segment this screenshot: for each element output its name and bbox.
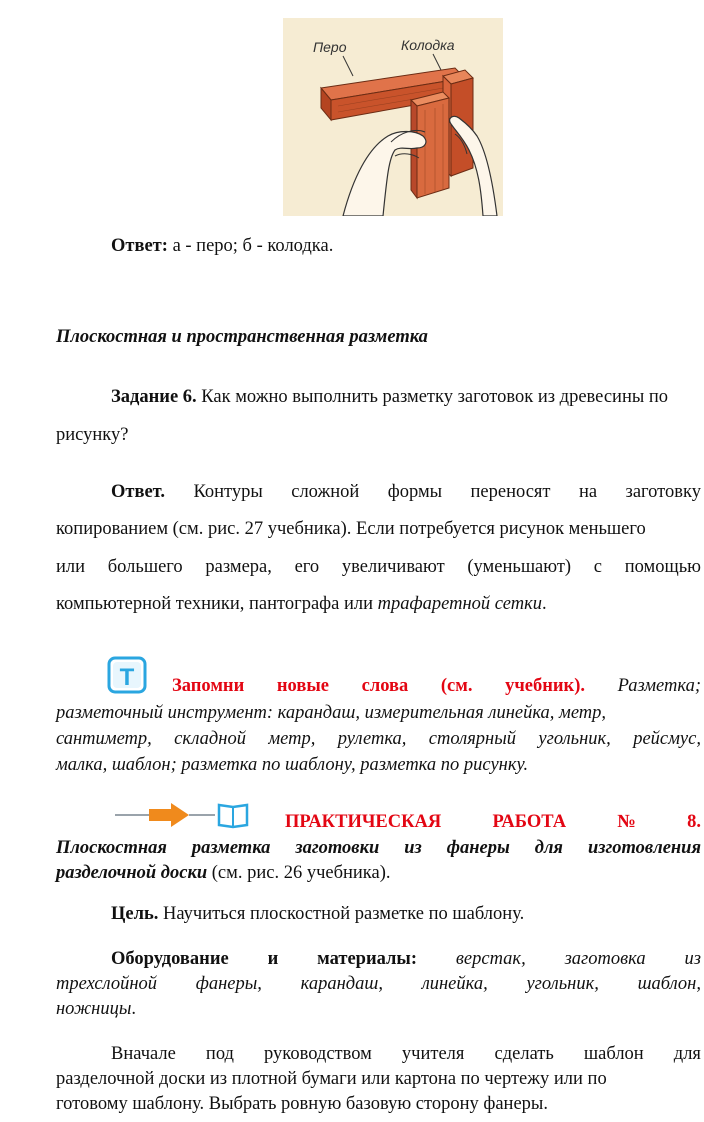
practical-line-2: Плоскостная разметка заготовки из фанеры для изготовления (56, 838, 701, 858)
practical-heading: ПРАКТИЧЕСКАЯ РАБОТА № 8. (285, 812, 701, 832)
answer-2-line-4: компьютерной техники, пантографа или трафаретной сетки. (56, 594, 547, 614)
goal-label: Цель. (111, 904, 159, 924)
remember-line-3: сантиметр, складной метр, рулетка, столярный угольник, рейсмус, (56, 729, 701, 749)
answer-1-label: Ответ: (111, 236, 168, 256)
answer-2-label: Ответ. (111, 482, 166, 502)
stencil-grid-term: трафаретной сетки (377, 594, 542, 614)
answer-2-line-3: или большего размера, его увеличивают (уменьшают) с помощью (56, 557, 701, 577)
remember-line-2: разметочный инструмент: карандаш, измерительная линейка, метр, (56, 703, 607, 723)
task-6-line-2: рисунку? (56, 425, 129, 445)
equipment-line-2: трехслойной фанеры, карандаш, линейка, угольник, шаблон, (56, 974, 701, 994)
section-title (56, 327, 428, 348)
joint-drawing (283, 18, 503, 216)
joint-illustration (283, 18, 503, 216)
practical-line-3: разделочной доски (см. рис. 26 учебника). (56, 863, 391, 883)
goal-text: Научиться плоскостной разметке по шаблону. (158, 904, 525, 924)
section-title-text: Плоскостная и пространственная разметка (56, 327, 428, 347)
text-t-icon (107, 656, 151, 696)
answer-1 (111, 236, 333, 257)
intro-line-1: Вначале под руководством учителя сделать шаблон для (111, 1044, 701, 1064)
equipment-line-3: ножницы. (56, 999, 137, 1019)
goal (111, 904, 524, 925)
equipment-line-1: Оборудование и материалы: верстак, заготовка из (111, 949, 701, 969)
remember-line-4: малка, шаблон; разметка по шаблону, разметка по рисунку. (56, 755, 529, 775)
practical-work-arrow-book-icon (115, 800, 255, 830)
intro-line-2: разделочной доски из плотной бумаги или картона по чертежу или по (56, 1069, 607, 1089)
label-kolodka: Колодка (401, 37, 455, 53)
answer-1-text: а - перо; б - колодка. (167, 236, 334, 256)
svg-text:T: T (119, 664, 135, 691)
task-6-line-1 (111, 387, 668, 408)
answer-2-line-1: Ответ. Контуры сложной формы переносят на заготовку (111, 482, 701, 502)
label-pero: Перо (313, 39, 347, 55)
remember-line-1: Запомни новые слова (см. учебник). Разметка; (172, 676, 701, 696)
answer-2-line-2: копированием (см. рис. 27 учебника). Если потребуется рисунок меньшего (56, 519, 646, 539)
intro-line-3: готовому шаблону. Выбрать ровную базовую сторону фанеры. (56, 1094, 548, 1114)
task-6-text: Как можно выполнить разметку заготовок из древесины по (196, 387, 669, 407)
task-6-label: Задание 6. (111, 387, 197, 407)
